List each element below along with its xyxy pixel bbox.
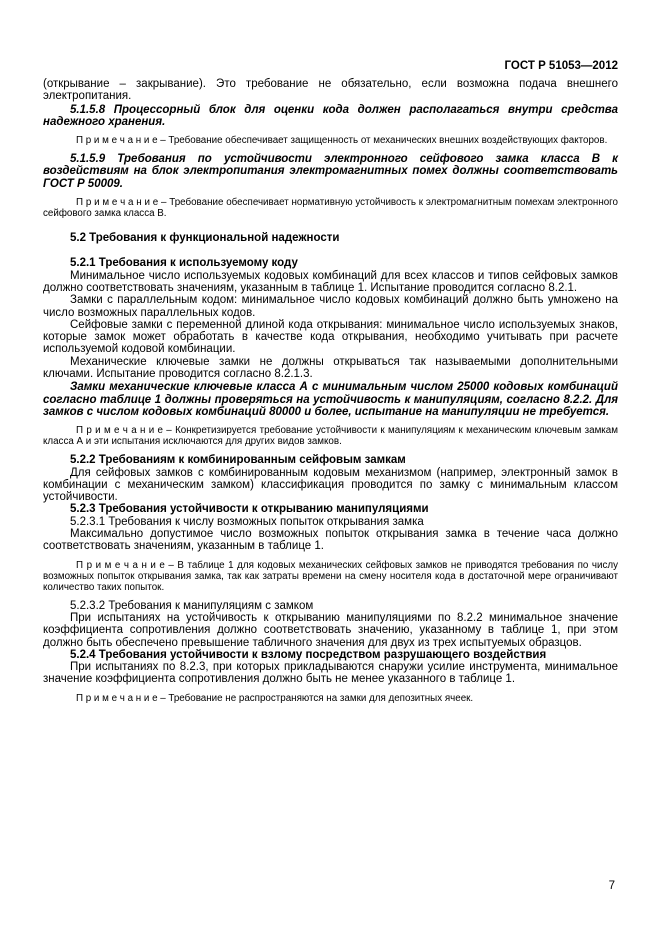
document-number: ГОСТ Р 51053—2012 xyxy=(504,60,618,72)
paragraph: 5.2.4 Требования устойчивости к взлому посредством разрушающего воздействия xyxy=(70,648,547,661)
paragraph: Механические ключевые замки не должны открываться так называемыми дополнительными ключами. Испытание проводится согласно 8.2.1.3. xyxy=(43,355,618,381)
paragraph: При испытаниях по 8.2.3, при которых прикладываются снаружи усилие инструмента, минимальное значение коэффициента сопротивления должно быть не менее указанного в таблице 1. xyxy=(43,661,618,686)
paragraph: Сейфовые замки с переменной длиной кода открывания: минимальное число используемых знаков, которые замок может обработать в качестве кода открывания, необходимо учитывать при расчете используемой кодовой комбинации. xyxy=(43,318,618,356)
paragraph: П р и м е ч а н и е – В таблице 1 для кодовых механических сейфовых замков не приводятся требования по числу возможных попыток открывания замка, так как затраты времени на смену носителя кода в достаточной мере ограничивают количество таких попыток. xyxy=(43,559,618,593)
paragraph: П р и м е ч а н и е – Требование обеспечивает защищенность от механических внешних воздействующих факторов. xyxy=(76,135,608,147)
paragraph: П р и м е ч а н и е – Требование не распространяются на замки для депозитных ячеек. xyxy=(76,692,474,704)
document-body xyxy=(43,78,618,704)
paragraph: П р и м е ч а н и е – Конкретизируется требование устойчивости к манипуляциям к механическим ключевым замкам класса А и эти испытания исключаются для других видов замков. xyxy=(43,425,618,448)
paragraph: 5.1.5.8 Процессорный блок для оценки кода должен располагаться внутри средства надежного хранения. xyxy=(43,103,618,128)
paragraph: 5.2.3.1 Требования к числу возможных попыток открывания замка xyxy=(70,515,424,528)
paragraph: Минимальное число используемых кодовых комбинаций для всех классов и типов сейфовых замков должно соответствовать значениям, указанным в таблице 1. Испытание проводится согласно 8.2.1. xyxy=(43,269,618,294)
paragraph: 5.2.3 Требования устойчивости к открыванию манипуляциями xyxy=(70,503,429,516)
paragraph: П р и м е ч а н и е – Требование обеспечивает нормативную устойчивость к электромагнитным помехам электронного сейфового замка класса В. xyxy=(43,197,618,220)
paragraph: 5.2.1 Требования к используемому коду xyxy=(70,257,298,270)
paragraph: При испытаниях на устойчивость к открыванию манипуляциями по 8.2.2 минимальное значение коэффициента сопротивления должно соответствовать значению, указанному в таблице 1, при этом должно быть обеспечено превышение табличного значения для двух из трех испытуемых образцов. xyxy=(43,611,618,649)
paragraph: Замки с параллельным кодом: минимальное число кодовых комбинаций должно быть умножено на число возможных параллельных кодов. xyxy=(43,294,618,319)
paragraph: 5.2.3.2 Требования к манипуляциям с замком xyxy=(70,599,314,612)
page-number: 7 xyxy=(608,880,615,892)
paragraph: 5.2 Требования к функциональной надежности xyxy=(70,232,340,245)
paragraph: 5.2.2 Требованиям к комбинированным сейфовым замкам xyxy=(70,454,406,467)
paragraph: Замки механические ключевые класса А с минимальным числом 25000 кодовых комбинаций согласно таблице 1 должны проверяться на устойчивость к манипуляциям, согласно 8.2.2. Для замков с числом кодовых комбинаций 80000 и более, испытание на манипуляции не требуется. xyxy=(43,381,618,418)
paragraph: Для сейфовых замков с комбинированным кодовым механизмом (например, электронный замок в комбинации с механическим замком) классификация проводится по замку с минимальным классом устойчивости. xyxy=(43,466,618,504)
paragraph: (открывание – закрывание). Это требование не обязательно, если возможна подача внешнего электропитания. xyxy=(43,78,618,103)
paragraph: 5.1.5.9 Требования по устойчивости электронного сейфового замка класса В к воздействиям на блок электропитания электромагнитных помех должны соответствовать ГОСТ Р 50009. xyxy=(43,153,618,190)
paragraph: Максимально допустимое число возможных попыток открывания замка в течение часа должно соответствовать значениям, указанным в таблице 1. xyxy=(43,528,618,553)
